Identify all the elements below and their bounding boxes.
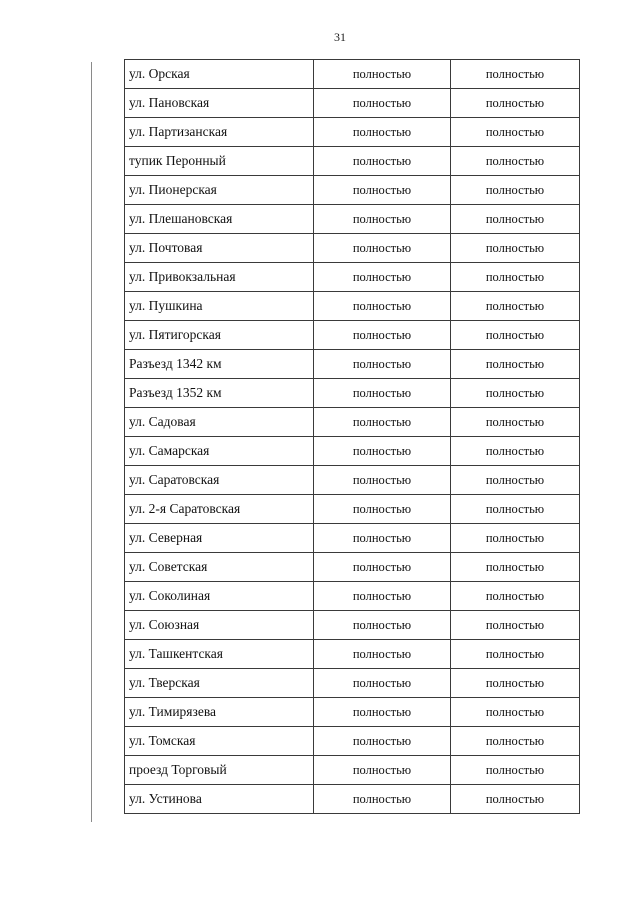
street-name-cell: ул. Томская (125, 727, 314, 756)
street-name-cell: ул. Тверская (125, 669, 314, 698)
coverage-cell: полностью (314, 350, 451, 379)
coverage-cell: полностью (314, 321, 451, 350)
coverage-cell: полностью (451, 379, 580, 408)
table-row (125, 350, 580, 379)
coverage-cell: полностью (451, 292, 580, 321)
table-row (125, 466, 580, 495)
table-row (125, 321, 580, 350)
coverage-cell: полностью (451, 466, 580, 495)
coverage-cell: полностью (451, 176, 580, 205)
table-row (125, 292, 580, 321)
street-name-cell: ул. Привокзальная (125, 263, 314, 292)
coverage-cell: полностью (451, 582, 580, 611)
coverage-cell: полностью (314, 524, 451, 553)
coverage-cell: полностью (314, 727, 451, 756)
table-row (125, 611, 580, 640)
coverage-cell: полностью (314, 437, 451, 466)
coverage-cell: полностью (451, 408, 580, 437)
coverage-cell: полностью (314, 756, 451, 785)
coverage-cell: полностью (314, 408, 451, 437)
street-name-cell: проезд Торговый (125, 756, 314, 785)
coverage-cell: полностью (314, 205, 451, 234)
coverage-cell: полностью (314, 495, 451, 524)
coverage-cell: полностью (451, 263, 580, 292)
street-name-cell: ул. Северная (125, 524, 314, 553)
street-name-cell: ул. Ташкентская (125, 640, 314, 669)
coverage-cell: полностью (451, 118, 580, 147)
coverage-cell: полностью (451, 553, 580, 582)
coverage-cell: полностью (451, 437, 580, 466)
coverage-cell: полностью (451, 234, 580, 263)
table-row (125, 379, 580, 408)
coverage-cell: полностью (451, 89, 580, 118)
table-row (125, 785, 580, 814)
coverage-cell: полностью (314, 640, 451, 669)
table-row (125, 205, 580, 234)
coverage-cell: полностью (314, 234, 451, 263)
coverage-cell: полностью (314, 263, 451, 292)
street-name-cell: ул. Самарская (125, 437, 314, 466)
coverage-cell: полностью (451, 350, 580, 379)
margin-line (91, 62, 92, 822)
coverage-cell: полностью (314, 553, 451, 582)
coverage-cell: полностью (314, 89, 451, 118)
street-name-cell: ул. Садовая (125, 408, 314, 437)
table-row (125, 89, 580, 118)
coverage-cell: полностью (314, 698, 451, 727)
coverage-cell: полностью (451, 60, 580, 89)
coverage-cell: полностью (451, 727, 580, 756)
table-row (125, 495, 580, 524)
street-name-cell: ул. Пионерская (125, 176, 314, 205)
street-name-cell: Разъезд 1342 км (125, 350, 314, 379)
street-name-cell: ул. Соколиная (125, 582, 314, 611)
streets-table-body (125, 60, 580, 814)
table-row (125, 640, 580, 669)
street-name-cell: Разъезд 1352 км (125, 379, 314, 408)
street-name-cell: ул. Пушкина (125, 292, 314, 321)
street-name-cell: ул. Плешановская (125, 205, 314, 234)
street-name-cell: ул. 2-я Саратовская (125, 495, 314, 524)
coverage-cell: полностью (314, 785, 451, 814)
table-row (125, 524, 580, 553)
table-row (125, 60, 580, 89)
table-row (125, 437, 580, 466)
coverage-cell: полностью (451, 147, 580, 176)
street-name-cell: ул. Пановская (125, 89, 314, 118)
page-number: 31 (334, 30, 346, 44)
coverage-cell: полностью (451, 611, 580, 640)
coverage-cell: полностью (451, 698, 580, 727)
street-name-cell: тупик Перонный (125, 147, 314, 176)
table-row (125, 118, 580, 147)
coverage-cell: полностью (314, 292, 451, 321)
table-row (125, 698, 580, 727)
coverage-cell: полностью (314, 379, 451, 408)
table-row (125, 553, 580, 582)
table-row (125, 582, 580, 611)
coverage-cell: полностью (314, 669, 451, 698)
coverage-cell: полностью (314, 118, 451, 147)
street-name-cell: ул. Устинова (125, 785, 314, 814)
table-row (125, 176, 580, 205)
table-row (125, 756, 580, 785)
table-row (125, 669, 580, 698)
table-row (125, 408, 580, 437)
coverage-cell: полностью (451, 321, 580, 350)
coverage-cell: полностью (451, 785, 580, 814)
street-name-cell: ул. Партизанская (125, 118, 314, 147)
coverage-cell: полностью (314, 582, 451, 611)
coverage-cell: полностью (451, 524, 580, 553)
coverage-cell: полностью (314, 176, 451, 205)
streets-table (124, 59, 580, 814)
street-name-cell: ул. Орская (125, 60, 314, 89)
street-name-cell: ул. Союзная (125, 611, 314, 640)
coverage-cell: полностью (314, 147, 451, 176)
coverage-cell: полностью (451, 205, 580, 234)
coverage-cell: полностью (451, 495, 580, 524)
street-name-cell: ул. Почтовая (125, 234, 314, 263)
coverage-cell: полностью (314, 466, 451, 495)
table-row (125, 147, 580, 176)
coverage-cell: полностью (314, 60, 451, 89)
coverage-cell: полностью (451, 640, 580, 669)
coverage-cell: полностью (314, 611, 451, 640)
coverage-cell: полностью (451, 669, 580, 698)
street-name-cell: ул. Советская (125, 553, 314, 582)
table-row (125, 263, 580, 292)
table-row (125, 727, 580, 756)
coverage-cell: полностью (451, 756, 580, 785)
street-name-cell: ул. Тимирязева (125, 698, 314, 727)
street-name-cell: ул. Пятигорская (125, 321, 314, 350)
street-name-cell: ул. Саратовская (125, 466, 314, 495)
table-row (125, 234, 580, 263)
